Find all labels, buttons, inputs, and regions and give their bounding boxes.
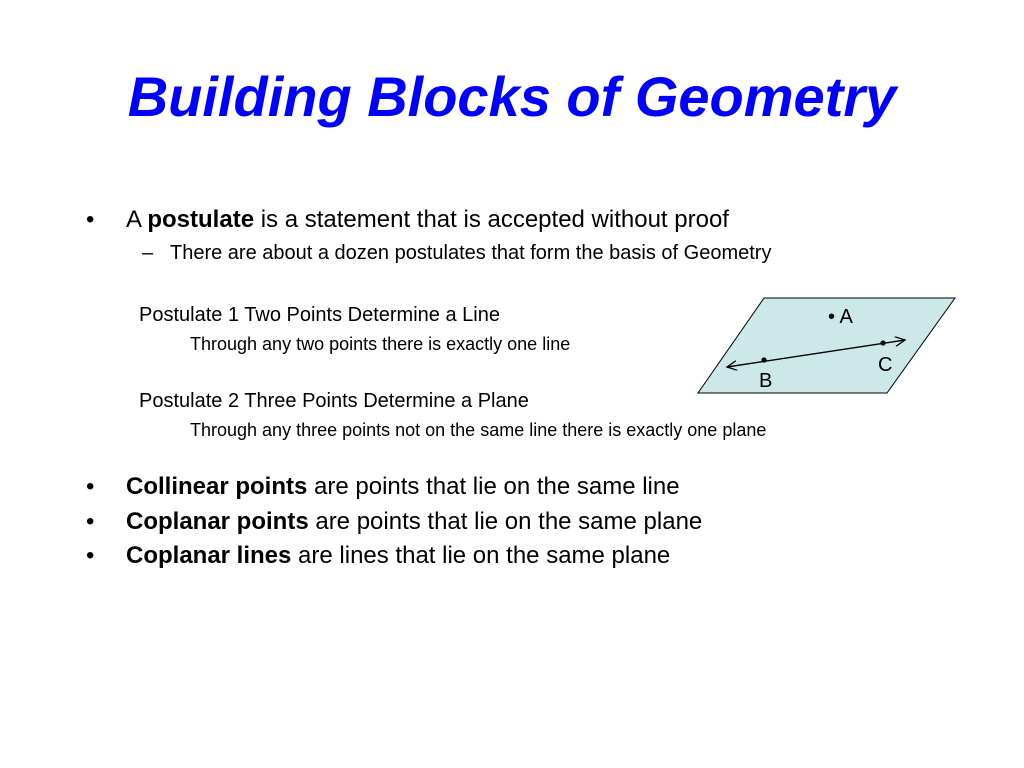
bullet-marker: •: [86, 542, 95, 569]
page-title: Building Blocks of Geometry: [127, 65, 897, 128]
sub-bullet-marker: –: [142, 242, 154, 264]
bullet-marker: •: [86, 508, 95, 535]
intro-rest: is a statement that is accepted without proof: [254, 206, 729, 233]
postulate-1-detail: Through any two points there is exactly one line: [190, 334, 571, 354]
bullet-marker: •: [86, 473, 95, 500]
plane-shape: [698, 298, 955, 393]
point-a-label: • A: [828, 306, 853, 328]
definition-text: are points that lie on the same plane: [308, 508, 703, 535]
intro-sub-text: There are about a dozen postulates that form the basis of Geometry: [170, 242, 772, 264]
point-c: [880, 340, 885, 345]
point-c-label: C: [878, 354, 893, 376]
point-b-label: B: [759, 370, 773, 392]
point-b: [761, 357, 766, 362]
bullet-marker: •: [86, 206, 95, 233]
definition-term: Coplanar points: [126, 508, 309, 535]
intro-prefix: A: [126, 206, 148, 233]
postulate-2-detail: Through any three points not on the same line there is exactly one plane: [190, 420, 767, 440]
postulate-2-heading: Postulate 2 Three Points Determine a Plane: [139, 390, 529, 412]
definition-term: Collinear points: [126, 473, 308, 500]
definition-term: Coplanar lines: [126, 542, 292, 569]
definition-text: are points that lie on the same line: [307, 473, 680, 500]
definition-text: are lines that lie on the same plane: [291, 542, 671, 569]
intro-term: postulate: [147, 206, 255, 233]
postulate-1-heading: Postulate 1 Two Points Determine a Line: [139, 304, 500, 326]
